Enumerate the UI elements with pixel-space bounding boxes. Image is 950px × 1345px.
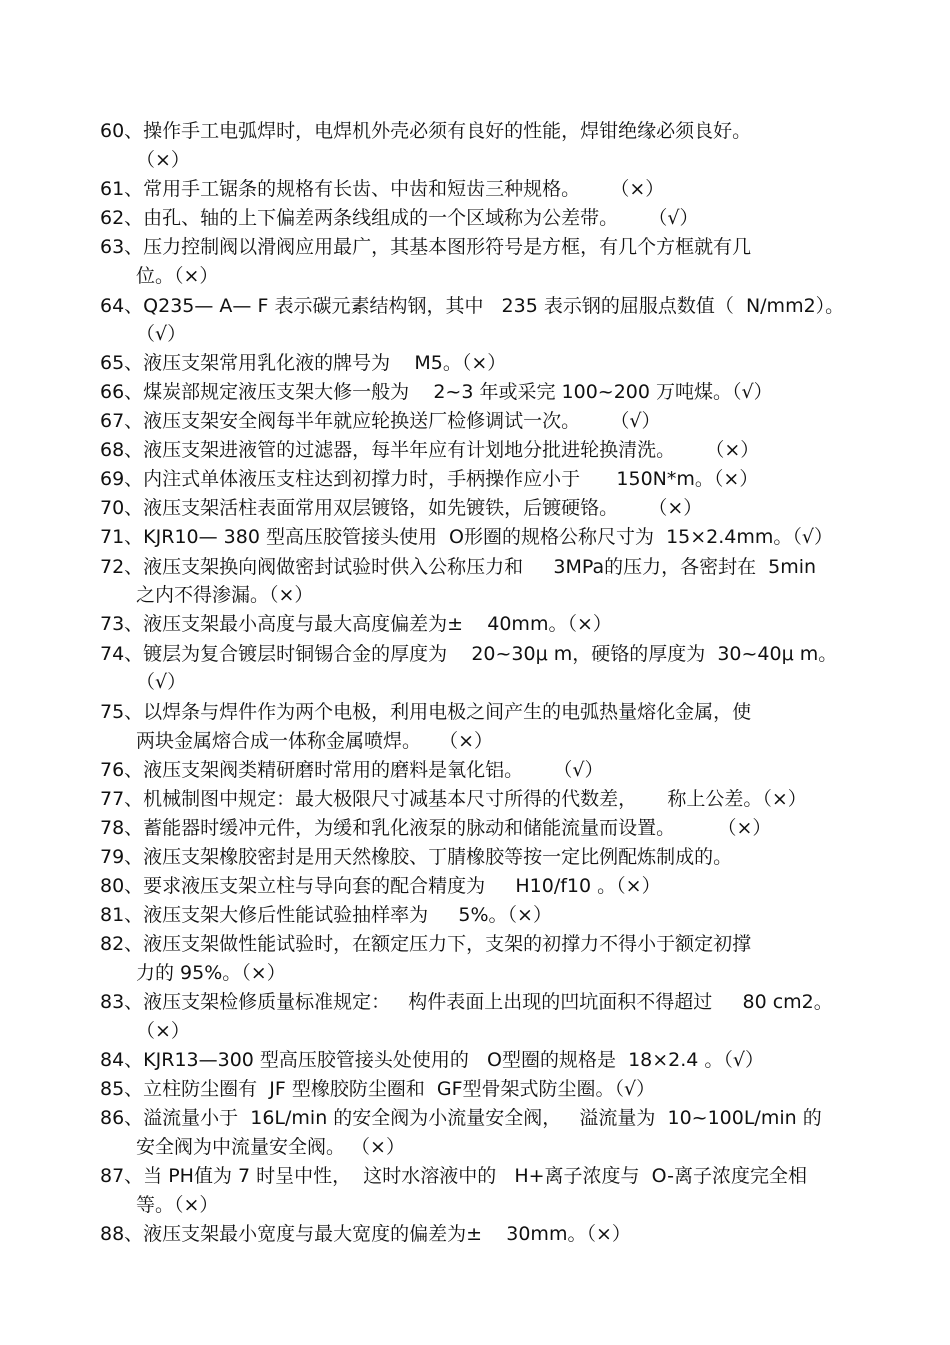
question-74-line-2: （√） — [136, 671, 187, 693]
question-83-line-1: 83、液压支架检修质量标准规定： 构件表面上出现的凹坑面积不得超过 80 cm2。 — [100, 991, 833, 1013]
question-84-line: 84、KJR13—300 型高压胶管接头处使用的 O型圈的规格是 18×2.4 。（√） — [100, 1049, 765, 1071]
question-86-line-1: 86、溢流量小于 16L/min 的安全阀为小流量安全阀， 溢流量为 10~100L/min 的 — [100, 1107, 822, 1129]
question-76-line: 76、液压支架阀类精研磨时常用的磨料是氧化铝。 （√） — [100, 759, 604, 781]
question-72-line-2: 之内不得渗漏。（×） — [136, 584, 314, 606]
question-73-line: 73、液压支架最小高度与最大高度偏差为± 40mm。（×） — [100, 613, 612, 635]
question-70-line: 70、液压支架活柱表面常用双层镀铬，如先镀铁，后镀硬铬。 （×） — [100, 497, 703, 519]
question-65-line: 65、液压支架常用乳化液的牌号为 M5。（×） — [100, 352, 507, 374]
question-78-line: 78、蓄能器时缓冲元件，为缓和乳化液泵的脉动和储能流量而设置。 （×） — [100, 817, 772, 839]
question-64-line-1: 64、Q235— A— F 表示碳元素结构钢，其中 235 表示钢的屈服点数值（ N/mm2）。 — [100, 295, 845, 317]
question-85-line: 85、立柱防尘圈有 JF 型橡胶防尘圈和 GF型骨架式防尘圈。（√） — [100, 1078, 656, 1100]
question-67-line: 67、液压支架安全阀每半年就应轮换送厂检修调试一次。 （√） — [100, 410, 661, 432]
question-62-line: 62、由孔、轴的上下偏差两条线组成的一个区域称为公差带。 （√） — [100, 207, 699, 229]
question-87-line-1: 87、当 PH值为 7 时呈中性， 这时水溶液中的 H+离子浓度与 O-离子浓度完全相 — [100, 1165, 807, 1187]
question-87-line-2: 等。（×） — [136, 1194, 219, 1216]
question-60-line-2: （×） — [136, 149, 190, 171]
question-66-line: 66、煤炭部规定液压支架大修一般为 2~3 年或采完 100~200 万吨煤。（√） — [100, 381, 773, 403]
question-74-line-1: 74、镀层为复合镀层时铜锡合金的厚度为 20~30μ m，硬铬的厚度为 30~40μ m。 — [100, 643, 838, 665]
question-63-line-2: 位。（×） — [136, 265, 219, 287]
question-64-line-2: （√） — [136, 323, 187, 345]
question-72-line-1: 72、液压支架换向阀做密封试验时供入公称压力和 3MPa的压力，各密封在 5min — [100, 556, 817, 578]
question-61-line: 61、常用手工锯条的规格有长齿、中齿和短齿三种规格。 （×） — [100, 178, 665, 200]
question-79-line: 79、液压支架橡胶密封是用天然橡胶、丁腈橡胶等按一定比例配炼制成的。 — [100, 846, 733, 868]
question-68-line: 68、液压支架进液管的过滤器，每半年应有计划地分批进轮换清洗。 （×） — [100, 439, 760, 461]
question-82-line-1: 82、液压支架做性能试验时，在额定压力下，支架的初撑力不得小于额定初撑 — [100, 933, 752, 955]
question-86-line-2: 安全阀为中流量安全阀。 （×） — [136, 1136, 405, 1158]
question-71-line: 71、KJR10— 380 型高压胶管接头使用 O形圈的规格公称尺寸为 15×2.4mm。（√） — [100, 526, 834, 548]
question-69-line: 69、内注式单体液压支柱达到初撑力时，手柄操作应小于 150N*m。（×） — [100, 468, 759, 490]
question-75-line-2: 两块金属熔合成一体称金属喷焊。 （×） — [136, 730, 494, 752]
question-60-line-1: 60、操作手工电弧焊时，电焊机外壳必须有良好的性能，焊钳绝缘必须良好。 — [100, 120, 752, 142]
question-77-line: 77、机械制图中规定：最大极限尺寸减基本尺寸所得的代数差， 称上公差。（×） — [100, 788, 807, 810]
question-80-line: 80、要求液压支架立柱与导向套的配合精度为 H10/f10 。（×） — [100, 875, 661, 897]
question-75-line-1: 75、以焊条与焊件作为两个电极，利用电极之间产生的电弧热量熔化金属，使 — [100, 701, 752, 723]
question-81-line: 81、液压支架大修后性能试验抽样率为 5%。（×） — [100, 904, 552, 926]
question-83-line-2: （×） — [136, 1020, 190, 1042]
question-63-line-1: 63、压力控制阀以滑阀应用最广，其基本图形符号是方框，有几个方框就有几 — [100, 236, 752, 258]
question-88-line: 88、液压支架最小宽度与最大宽度的偏差为± 30mm。（×） — [100, 1223, 631, 1245]
question-82-line-2: 力的 95%。（×） — [136, 962, 286, 984]
